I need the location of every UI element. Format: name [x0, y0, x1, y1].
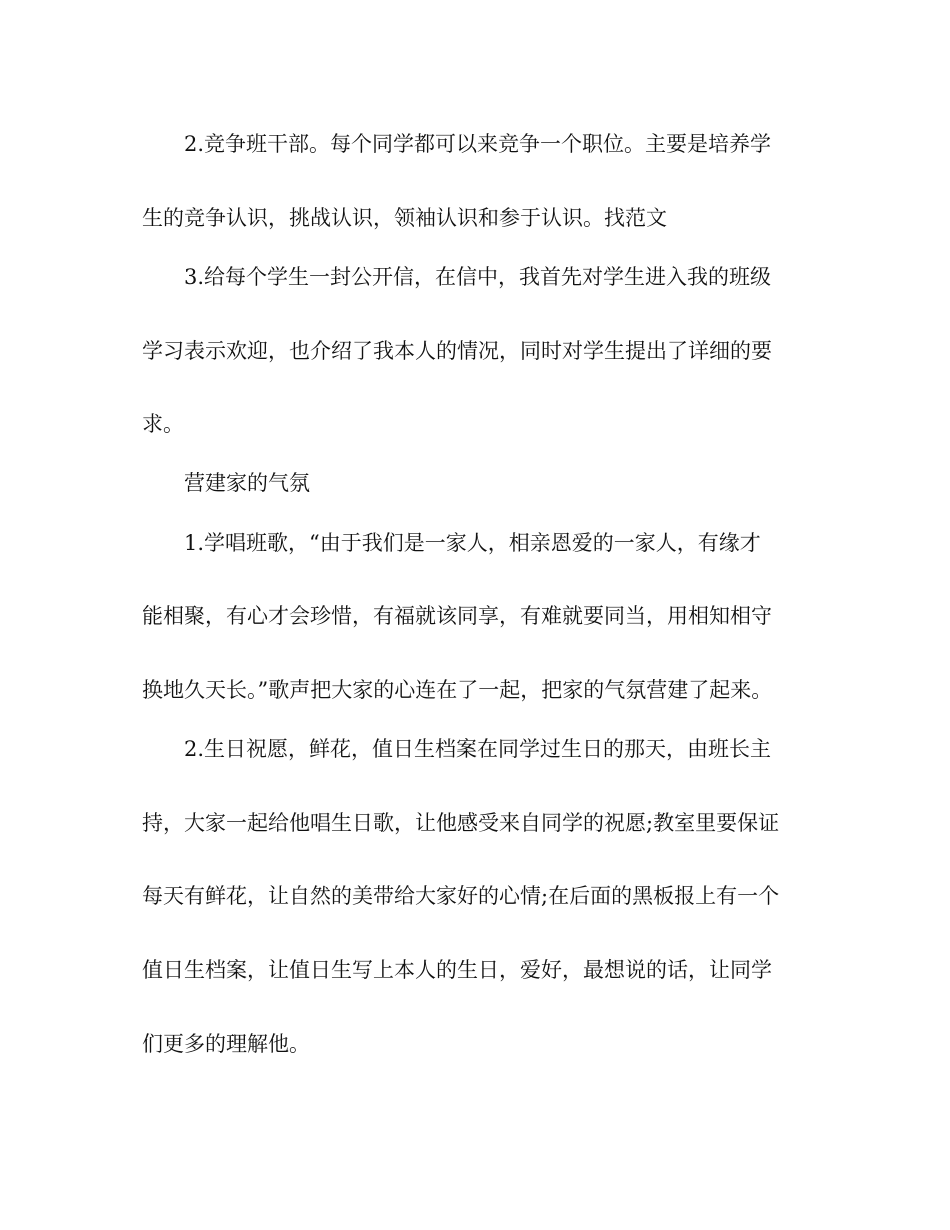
paragraph-line: 求。: [142, 412, 184, 436]
paragraph-line: 学习表示欢迎，也介绍了我本人的情况，同时对学生提出了详细的要: [142, 339, 772, 363]
section-heading: 营建家的气氛: [184, 471, 310, 495]
paragraph-line: 每天有鲜花，让自然的美带给大家好的心情;在后面的黑板报上有一个: [142, 884, 780, 908]
paragraph-line: 换地久天长。”歌声把大家的心连在了一起，把家的气氛营建了起来。: [142, 678, 773, 702]
paragraph-line: 持，大家一起给他唱生日歌，让他感受来自同学的祝愿;教室里要保证: [142, 811, 780, 835]
paragraph-line: 1.学唱班歌，“由于我们是一家人，相亲恩爱的一家人，有缘才: [184, 531, 761, 555]
paragraph-line: 能相聚，有心才会珍惜，有福就该同享，有难就要同当，用相知相守: [142, 604, 772, 628]
paragraph-line: 3.给每个学生一封公开信，在信中，我首先对学生进入我的班级: [184, 265, 772, 289]
paragraph-line: 2.生日祝愿，鲜花，值日生档案在同学过生日的那天，由班长主: [184, 737, 772, 761]
paragraph-line: 们更多的理解他。: [142, 1032, 310, 1056]
paragraph-line: 值日生档案，让值日生写上本人的生日，爱好，最想说的话，让同学: [142, 958, 772, 982]
paragraph-line: 生的竞争认识，挑战认识，领袖认识和参于认识。找范文: [142, 206, 667, 230]
paragraph-line: 2.竞争班干部。每个同学都可以来竞争一个职位。主要是培养学: [184, 132, 772, 156]
